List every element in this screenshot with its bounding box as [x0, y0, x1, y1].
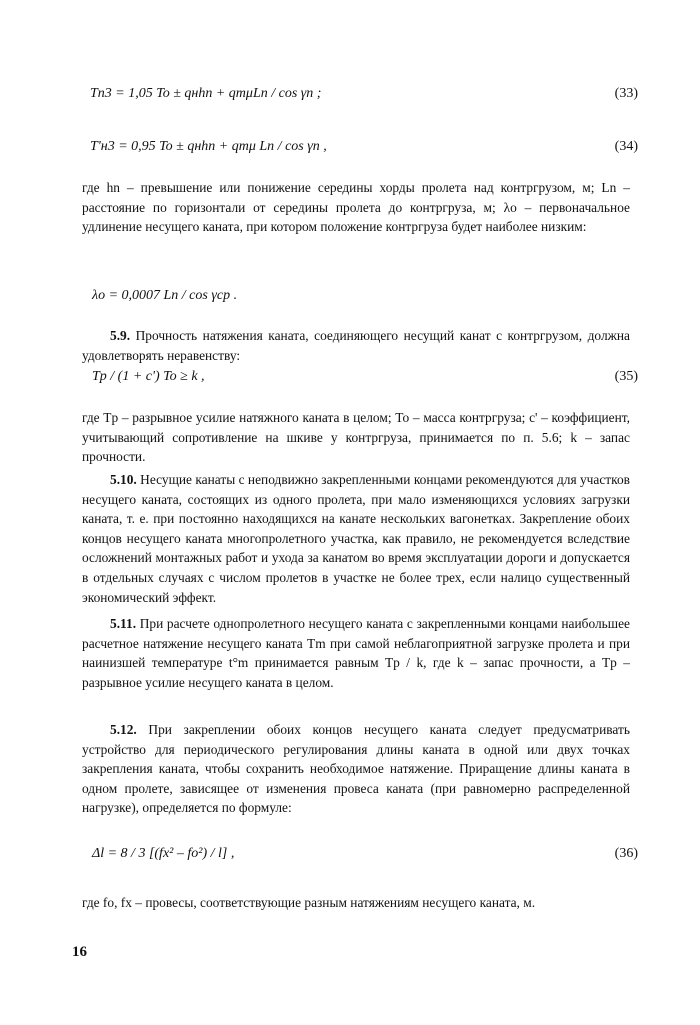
section-5-9-number: 5.9. [110, 328, 131, 343]
equation-35-text: Tр / (1 + c') To ≥ k , [92, 369, 205, 384]
section-5-12-text: При закреплении обоих концов несущего каната следует предусматривать устройство для периодического регулирования длины каната в одной или двух точках закрепления каната, чтобы сохранить необходимое натяжение. Приращение длины каната в одном пролете, зависящее от изменения провеса каната (при равномерно распределенной нагрузке), определяется по формуле: [82, 722, 630, 816]
equation-33-number: (33) [614, 86, 638, 101]
equation-33 [90, 86, 638, 102]
equation-36-text: Δl = 8 / 3 [(fx² – fo²) / l] , [92, 846, 235, 861]
section-5-10-number: 5.10. [110, 472, 137, 487]
section-5-11 [82, 614, 630, 692]
section-5-9 [82, 326, 630, 365]
equation-33-text: Tп3 = 1,05 To ± qнhn + qmμLn / cos γn ; [90, 86, 322, 101]
equation-36 [92, 846, 638, 862]
equation-35 [92, 369, 638, 385]
section-5-11-text: При расчете однопролетного несущего каната с закрепленными концами наибольшее расчетное натяжение несущего каната Tm при самой неблагоприятной загрузке пролета и при наинизшей температуре t°m принимается равным Tр / k, где k – запас прочности, а Tр – разрывное усилие несущего каната в целом. [82, 616, 630, 690]
equation-34-number: (34) [614, 139, 638, 154]
equation-lambda-text: λo = 0,0007 Ln / cos γср . [92, 288, 238, 303]
equation-35-number: (35) [614, 369, 638, 384]
section-5-12-number: 5.12. [110, 722, 137, 737]
section-5-12 [82, 720, 630, 818]
equation-lambda [92, 288, 638, 304]
equation-36-number: (36) [614, 846, 638, 861]
equation-34 [90, 139, 638, 155]
where-paragraph-2: где Tр – разрывное усилие натяжного каната в целом; To – масса контргруза; c' – коэффициент, учитывающий сопротивление на шкиве у контргруза, принимается по п. 5.6; k – запас прочности. [82, 410, 630, 465]
page-number: 16 [72, 944, 87, 960]
section-5-10-text: Несущие канаты с неподвижно закрепленными концами рекомендуются для участков несущего каната, состоящих из одного пролета, при мало изменяющихся условиях загрузки каната, т. е. при постоянно находящихся на канате нескольких вагонетках. Закрепление обоих концов несущего каната многопролетного участка, как правило, не рекомендуется вследствие осложнений монтажных работ и ухода за канатом во время эксплуатации дороги и допускается в отдельных случаях с числом пролетов в участке не более трех, если налицо существенный экономический эффект. [82, 472, 630, 605]
where-paragraph-1: где hn – превышение или понижение середины хорды пролета над контргрузом, м; Ln – расстояние по горизонтали от середины пролета до контргруза, м; λo – первоначальное удлинение несущего каната, при котором положение контргруза будет наиболее низким: [82, 180, 630, 235]
where-paragraph-3: где fo, fx – провесы, соответствующие разным натяжениям несущего каната, м. [82, 895, 536, 910]
section-5-11-number: 5.11. [110, 616, 137, 631]
section-5-9-text: Прочность натяжения каната, соединяющего несущий канат с контргрузом, должна удовлетворять неравенству: [82, 328, 630, 363]
equation-34-text: T'н3 = 0,95 To ± qнhn + qmμ Ln / cos γn , [90, 139, 327, 154]
section-5-10 [82, 470, 630, 607]
